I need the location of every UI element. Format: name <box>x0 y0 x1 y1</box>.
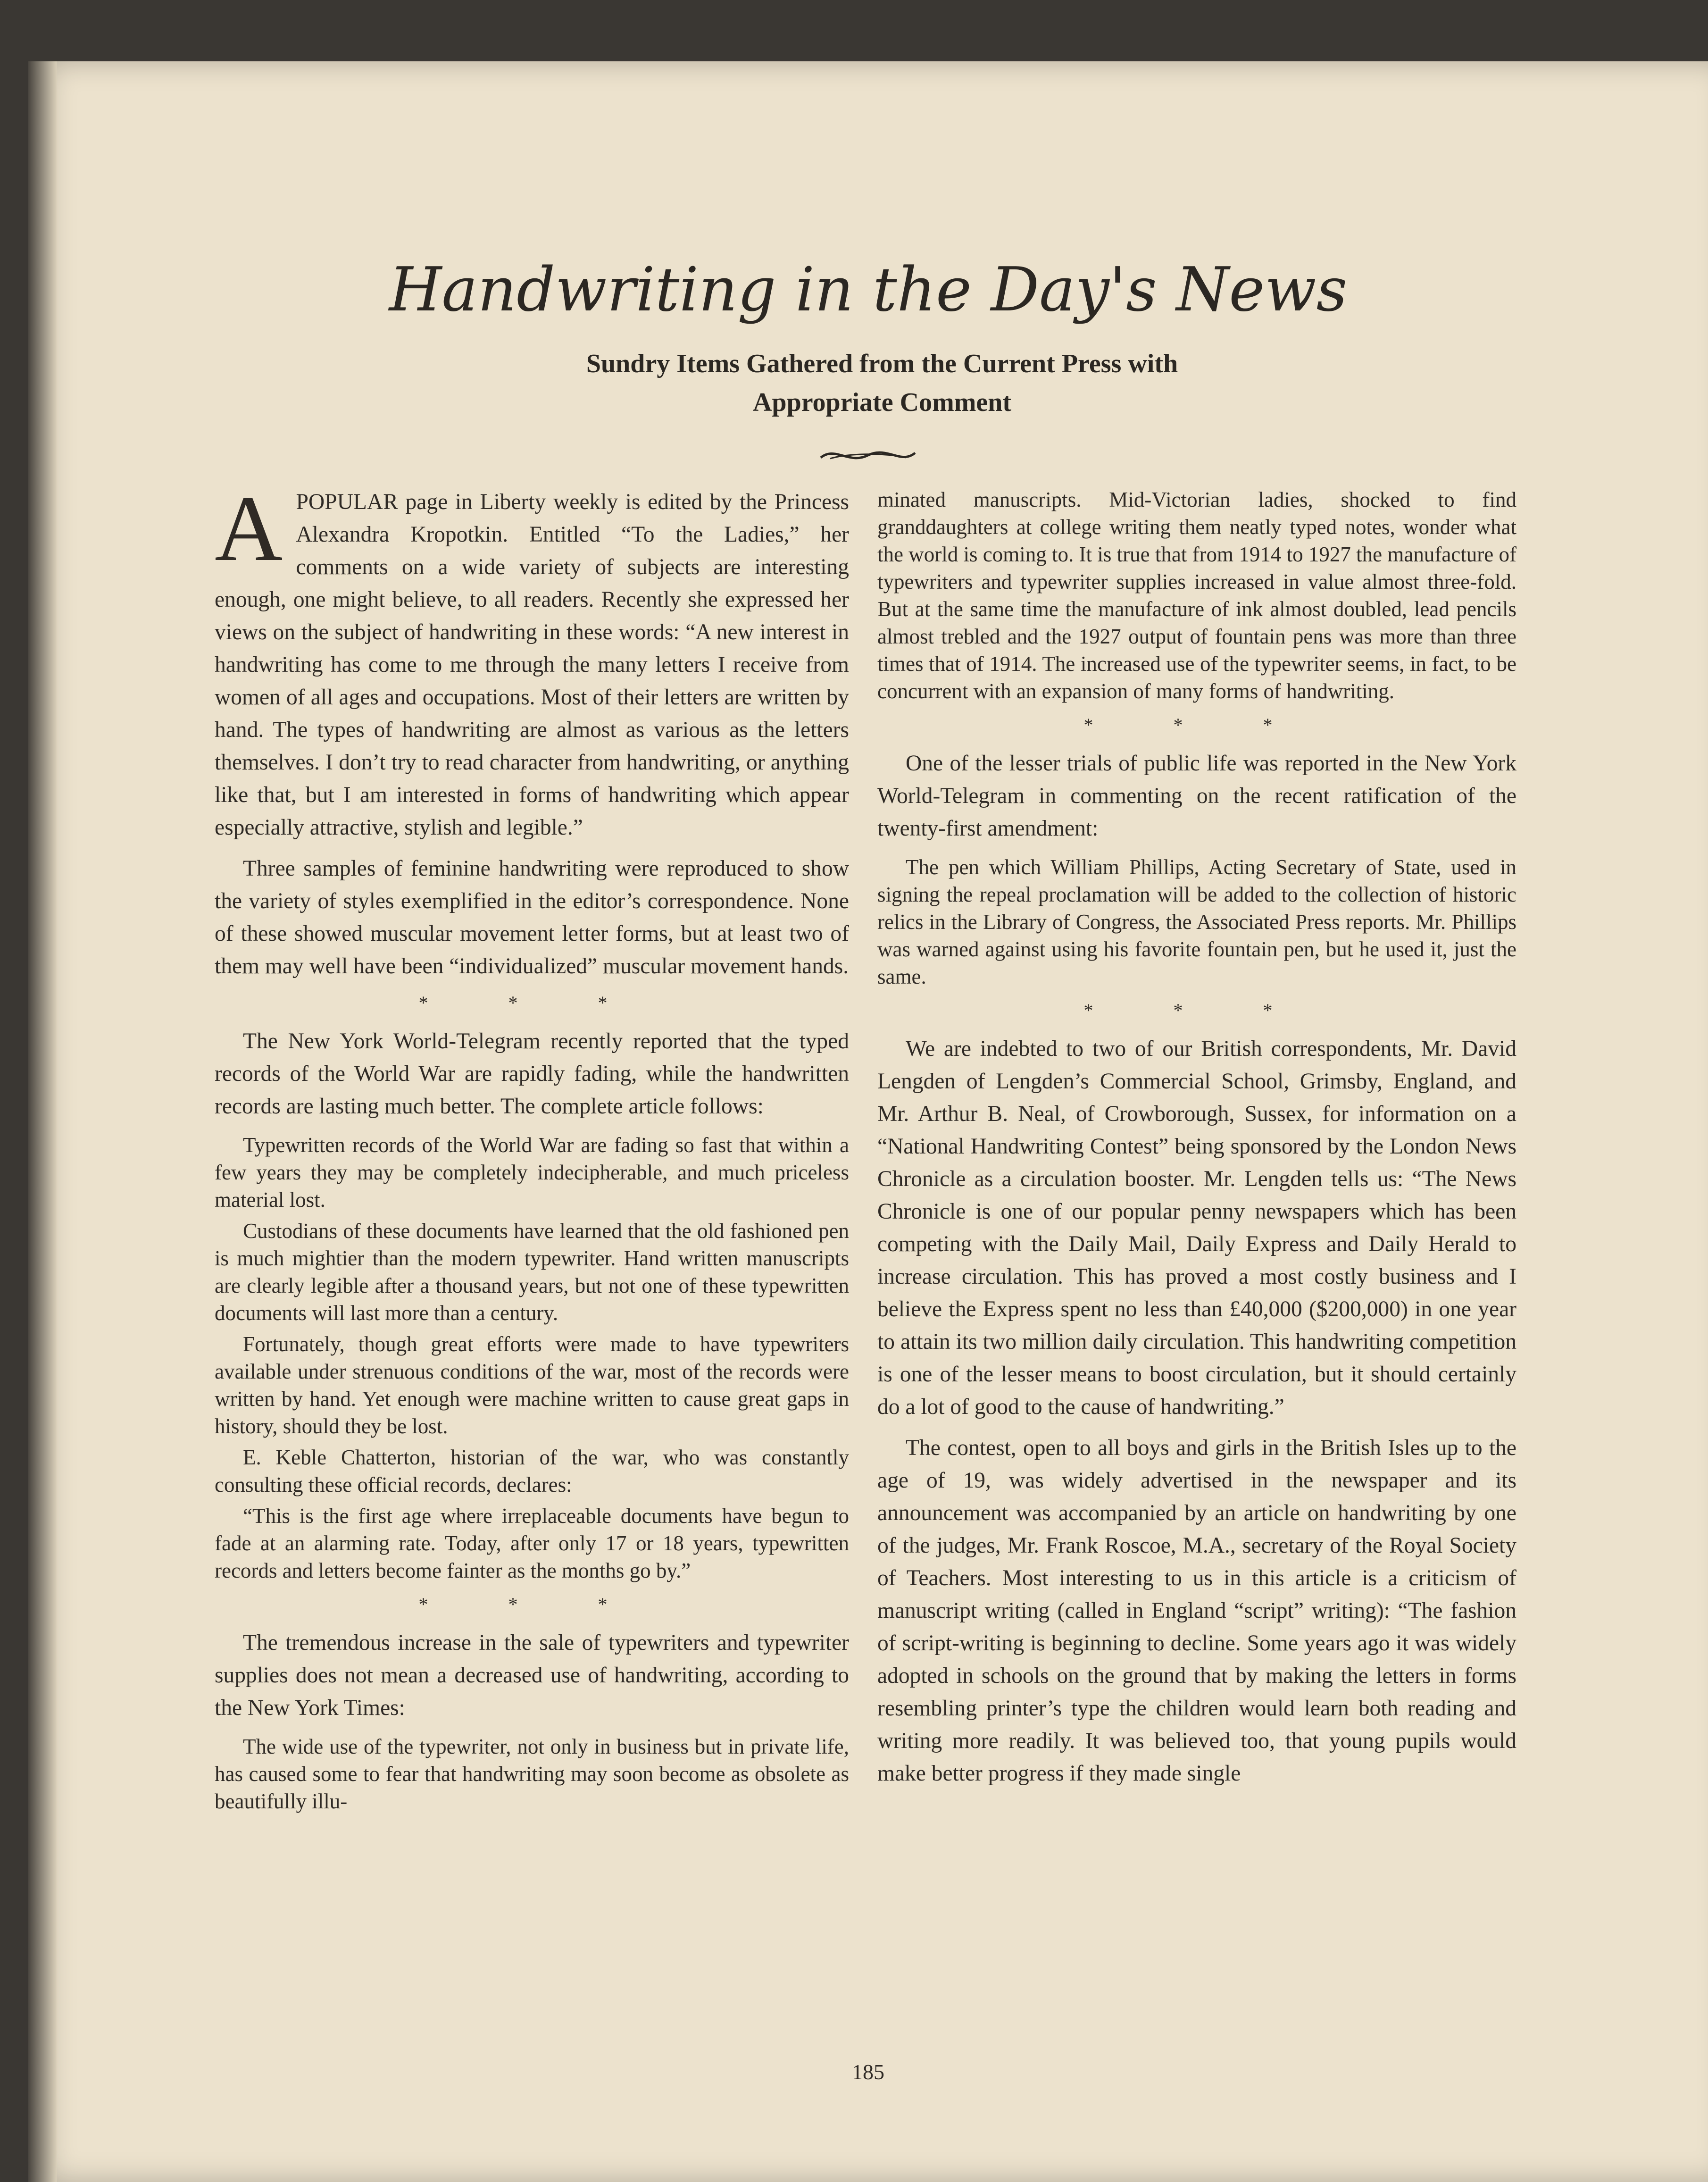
article-subtitle: Sundry Items Gathered from the Current Press with Appropriate Comment <box>586 349 1178 417</box>
section-break: * * * <box>1083 714 1310 736</box>
paragraph: We are indebted to two of our British correspondents, Mr. David Lengden of Lengden’s Commercial School, Grimsby, England, and Mr. Arthur B. Neal, of Crowborough, Sussex, for information on a “National Handwriting Contest” being sponsored by the London News Chronicle as a circulation booster. Mr. Lengden tells us: “The News Chronicle is one of our popular penny newspapers which has been competing with the Daily Mail, Daily Express and Daily Herald to increase circulation. This has proved a most costly business and I believe the Express spent no less than £40,000 ($200,000) in one year to attain its two million daily circulation. This handwriting competition is one of the lesser means to boost circulation, but it should certainly do a lot of good to the cause of handwriting.” <box>877 1037 1516 1419</box>
paragraph: One of the lesser trials of public life was reported in the New York World-Telegram in commenting on the recent ratification of the twenty-first amendment: <box>877 751 1516 841</box>
quoted-paragraph: Typewritten records of the World War are fading so fast that within a few years they may be completely indecipherable, and much priceless material lost. <box>215 1133 849 1212</box>
quoted-paragraph: The pen which William Phillips, Acting Secretary of State, used in signing the repeal proclamation will be added to the collection of historic relics in the Library of Congress, the Associated Press reports. Mr. Phillips was warned against using his favorite fountain pen, but he used it, just the same. <box>877 855 1516 988</box>
quoted-paragraph: “This is the first age where irreplaceable documents have begun to fade at an alarming rate. Today, after only 17 or 18 years, typewritten records and letters become fainter as the months go by.” <box>215 1504 849 1582</box>
paragraph: Three samples of feminine handwriting were reproduced to show the variety of styles exemplified in the editor’s correspondence. None of these showed muscular movement letter forms, but at least two of them may well have been “individualized” muscular movement hands. <box>215 856 849 978</box>
quoted-paragraph: minated manuscripts. Mid-Victorian ladies, shocked to find granddaughters at college writing them neatly typed notes, wonder what the world is coming to. It is true that from 1914 to 1927 the manufacture of typewriters and typewriter supplies increased in value almost three-fold. But at the same time the manufacture of ink almost doubled, lead pencils almost trebled and the 1927 output of fountain pens was more than three times that of 1914. The increased use of the typewriter seems, in fact, to be concurrent with an expansion of many forms of handwriting. <box>877 488 1516 703</box>
left-column <box>215 477 849 1819</box>
quoted-paragraph: E. Keble Chatterton, historian of the war, who was constantly consulting these official records, declares: <box>215 1446 849 1496</box>
paragraph-intro <box>215 477 849 844</box>
right-column <box>877 486 1516 1798</box>
ornament-divider-icon <box>816 443 920 467</box>
quoted-paragraph: Fortunately, though great efforts were made to have typewriters available under strenuous conditions of the war, most of the records were written by hand. Yet enough were machine written to cause great gaps in history, should they be lost. <box>215 1332 849 1438</box>
quoted-paragraph: Custodians of these documents have learned that the old fashioned pen is much mightier than the modern typewriter. Hand written manuscripts are clearly legible after a thousand years, but not one of these typewritten documents will last more than a century. <box>215 1219 849 1325</box>
drop-cap: A <box>215 477 283 581</box>
section-break: * * * <box>1083 1000 1310 1021</box>
section-break: * * * <box>418 992 645 1013</box>
paragraph: The contest, open to all boys and girls in the British Isles up to the age of 19, was widely advertised in the newspaper and its announcement was accompanied by an article on handwriting by one of the judges, Mr. Frank Roscoe, M.A., secretary of the Royal Society of Teachers. Most interesting to us in this article is a criticism of manuscript writing (called in England “script” writing): “The fashion of script-writing is beginning to decline. Some years ago it was widely adopted in schools on the ground that by making the letters in forms resembling printer’s type the children would learn both reading and writing more readily. It was believed too, that young pupils would make better progress if they made single <box>877 1436 1516 1786</box>
paragraph: The New York World-Telegram recently reported that the typed records of the World War are rapidly fading, while the handwritten records are lasting much better. The complete article follows: <box>215 1029 849 1119</box>
section-break: * * * <box>418 1594 645 1615</box>
paragraph-intro-text: POPULAR page in Liberty weekly is edited by the Princess Alexandra Kropotkin. Entitled “To the Ladies,” her comments on a wide variety of subjects are interesting enough, one might believe, to all readers. Recently she expressed her views on the subject of handwriting in these words: “A new interest in handwriting has come to me through the many letters I receive from women of all ages and occupations. Most of their letters are written by hand. The types of handwriting are almost as various as the letters themselves. I don’t try to read character from handwriting, or anything like that, but I am interested in forms of handwriting which appear especially attractive, stylish and legible.” <box>215 490 849 840</box>
paragraph: The tremendous increase in the sale of typewriters and typewriter supplies does not mean a decreased use of handwriting, according to the New York Times: <box>215 1630 849 1720</box>
page <box>28 61 1708 2182</box>
article-title: Handwriting in the Day's News <box>389 255 1348 325</box>
quoted-paragraph: The wide use of the typewriter, not only in business but in private life, has caused some to fear that handwriting may soon become as obsolete as beautifully illu- <box>215 1735 849 1813</box>
book-gutter <box>28 61 57 2182</box>
page-number: 185 <box>852 2060 884 2084</box>
